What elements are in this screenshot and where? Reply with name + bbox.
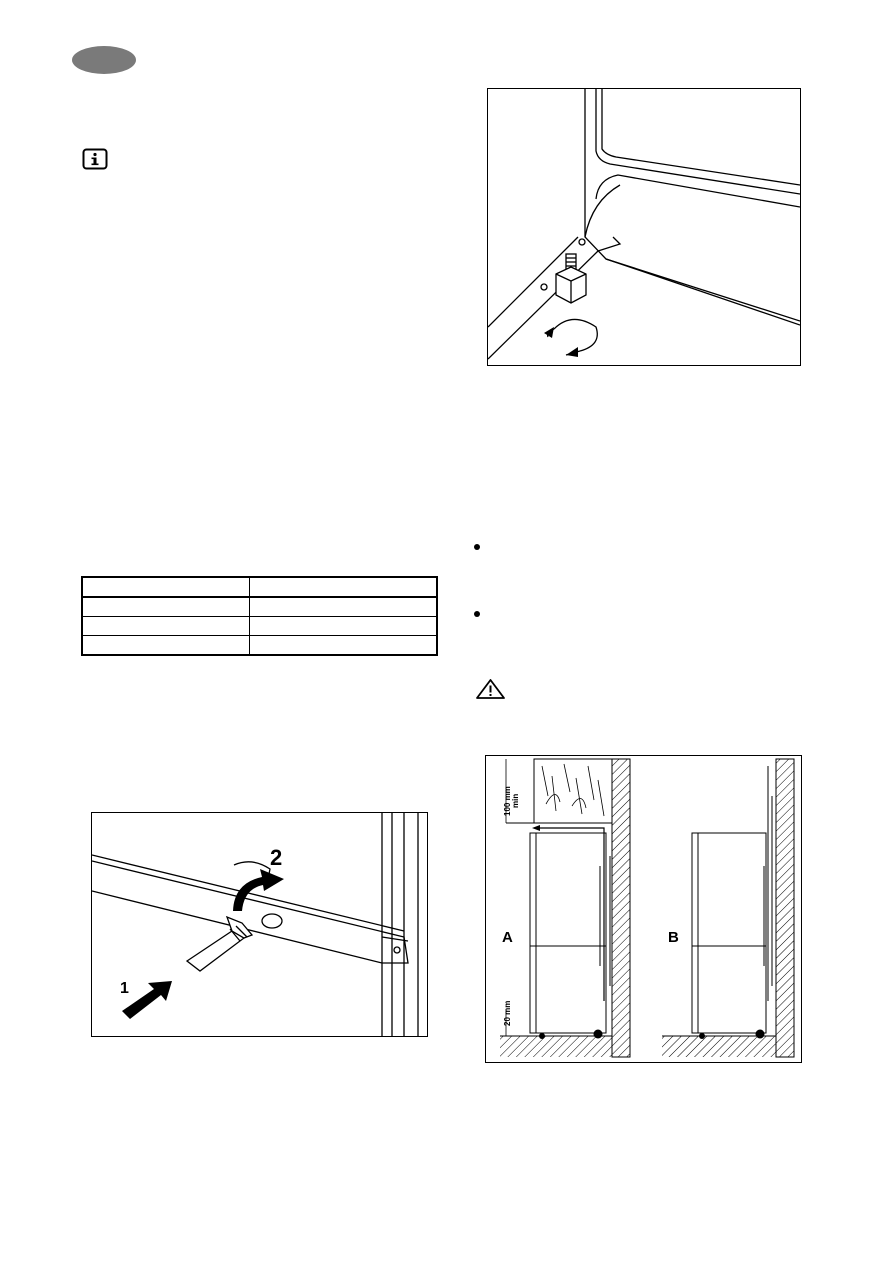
info-icon bbox=[82, 148, 108, 170]
table-cell bbox=[82, 597, 250, 617]
table-row bbox=[82, 577, 437, 597]
language-badge bbox=[72, 46, 136, 74]
bullet bbox=[474, 611, 480, 617]
label-b: B bbox=[668, 929, 679, 946]
spec-table bbox=[81, 576, 438, 656]
door-strip-figure bbox=[91, 812, 428, 1037]
table-row bbox=[82, 617, 437, 636]
step-2-label: 2 bbox=[270, 845, 283, 870]
table-cell bbox=[250, 617, 438, 636]
clearance-top-sub-label: min bbox=[511, 793, 520, 808]
table-cell bbox=[250, 635, 438, 655]
ventilation-clearance-figure bbox=[485, 755, 802, 1063]
table-cell bbox=[82, 617, 250, 636]
adjustable-foot-figure bbox=[487, 88, 801, 366]
label-a: A bbox=[502, 929, 513, 946]
clearance-bottom-label: 20 mm bbox=[503, 1000, 512, 1026]
clearance-top-label: 100 mm bbox=[503, 786, 512, 816]
table-cell bbox=[82, 635, 250, 655]
bullet bbox=[474, 544, 480, 550]
step-1-label: 1 bbox=[120, 980, 129, 997]
table-row bbox=[82, 597, 437, 617]
table-row bbox=[82, 635, 437, 655]
warning-triangle-icon bbox=[475, 678, 506, 700]
table-cell bbox=[82, 577, 250, 597]
table-cell bbox=[250, 577, 438, 597]
table-cell bbox=[250, 597, 438, 617]
